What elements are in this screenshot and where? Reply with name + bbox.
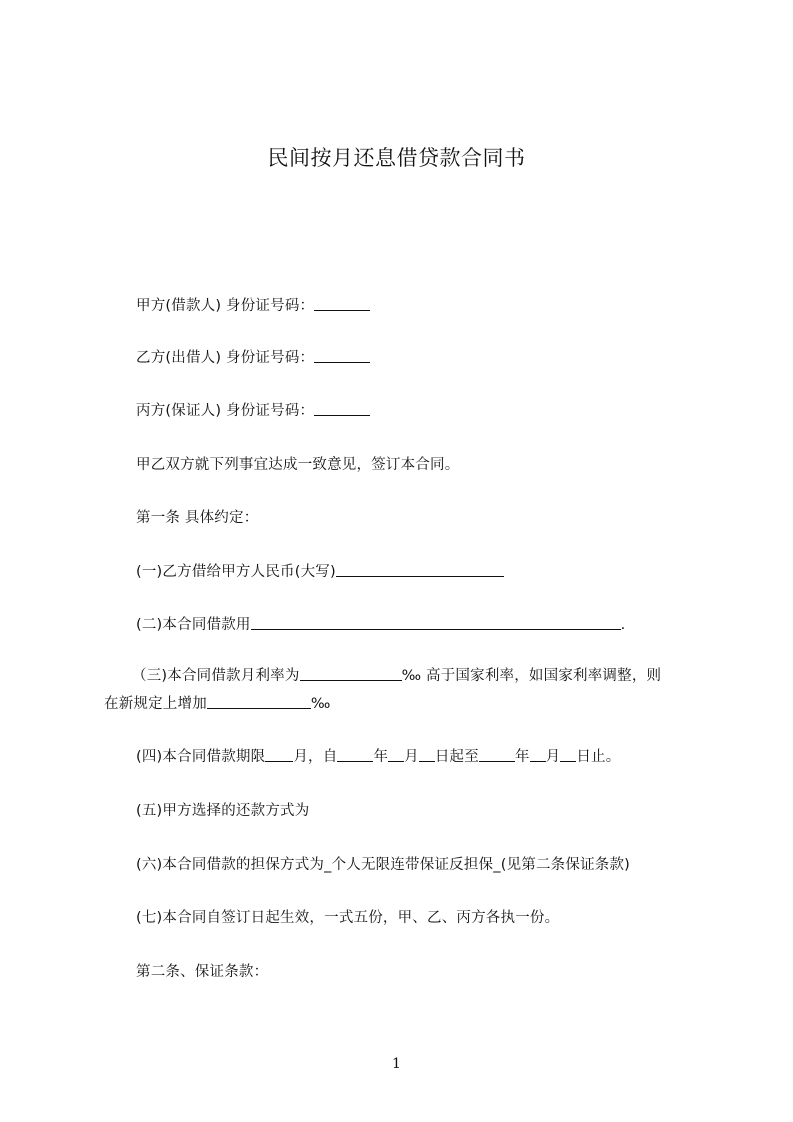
party-b-id-blank[interactable] xyxy=(314,348,370,363)
item3-part1: （三)本合同借款月利率为 xyxy=(132,668,300,684)
item3-line2 xyxy=(104,692,331,713)
item3-part2: ‰ 高于国家利率，如国家利率调整，则 xyxy=(401,668,662,684)
article2-heading: 第二条、保证条款： xyxy=(136,964,269,980)
page-number: 1 xyxy=(392,1056,401,1072)
end-day-blank[interactable] xyxy=(560,747,576,762)
item3-line1 xyxy=(132,664,661,685)
item4-text-7: 月 xyxy=(545,749,561,765)
item2-end: . xyxy=(620,617,626,633)
item5-text: (五)甲方选择的还款方式为 xyxy=(136,803,310,819)
item7-text: (七)本合同自签订日起生效，一式五份，甲、乙、丙方各执一份。 xyxy=(136,910,560,926)
article1-heading: 第一条 具体约定： xyxy=(136,510,259,526)
item1-line xyxy=(136,560,504,581)
item3-part3: 在新规定上增加 xyxy=(104,696,207,712)
party-a-id-blank[interactable] xyxy=(314,296,370,311)
rate-increase-blank[interactable] xyxy=(207,694,311,709)
loan-amount-blank[interactable] xyxy=(336,562,504,577)
party-a-label: 甲方(借款人) 身份证号码： xyxy=(136,298,315,314)
document-title: 民间按月还息借贷款合同书 xyxy=(267,146,526,170)
item6-text: (六)本合同借款的担保方式为_个人无限连带保证反担保_(见第二条保证条款) xyxy=(136,857,631,873)
item4-text-8: 日止。 xyxy=(576,749,621,765)
item2-text: (二)本合同借款用 xyxy=(136,617,251,633)
item4-line xyxy=(136,745,620,766)
start-day-blank[interactable] xyxy=(419,747,435,762)
item1-text: (一)乙方借给甲方人民币(大写) xyxy=(136,564,336,580)
party-c-id-blank[interactable] xyxy=(314,401,370,416)
item4-text-1: (四)本合同借款期限 xyxy=(136,749,266,765)
start-month-blank[interactable] xyxy=(388,747,404,762)
party-b-label: 乙方(出借人) 身份证号码： xyxy=(136,350,315,366)
item4-text-2: 月，自 xyxy=(293,749,338,765)
start-year-blank[interactable] xyxy=(337,747,373,762)
item3-part4: ‰ xyxy=(310,696,331,712)
party-c-label: 丙方(保证人) 身份证号码： xyxy=(136,403,315,419)
item4-text-3: 年 xyxy=(373,749,389,765)
item4-text-4: 月 xyxy=(404,749,419,765)
item4-text-5: 日起至 xyxy=(434,749,479,765)
loan-purpose-blank[interactable] xyxy=(251,615,621,630)
party-a-line xyxy=(136,294,370,315)
term-months-blank[interactable] xyxy=(265,747,293,762)
party-b-line xyxy=(136,346,370,367)
party-c-line xyxy=(136,399,370,420)
intro-paragraph: 甲乙双方就下列事宜达成一致意见，签订本合同。 xyxy=(136,457,460,473)
monthly-rate-blank[interactable] xyxy=(300,666,402,681)
end-month-blank[interactable] xyxy=(530,747,546,762)
item4-text-6: 年 xyxy=(514,749,530,765)
end-year-blank[interactable] xyxy=(479,747,515,762)
item2-line xyxy=(136,613,625,634)
